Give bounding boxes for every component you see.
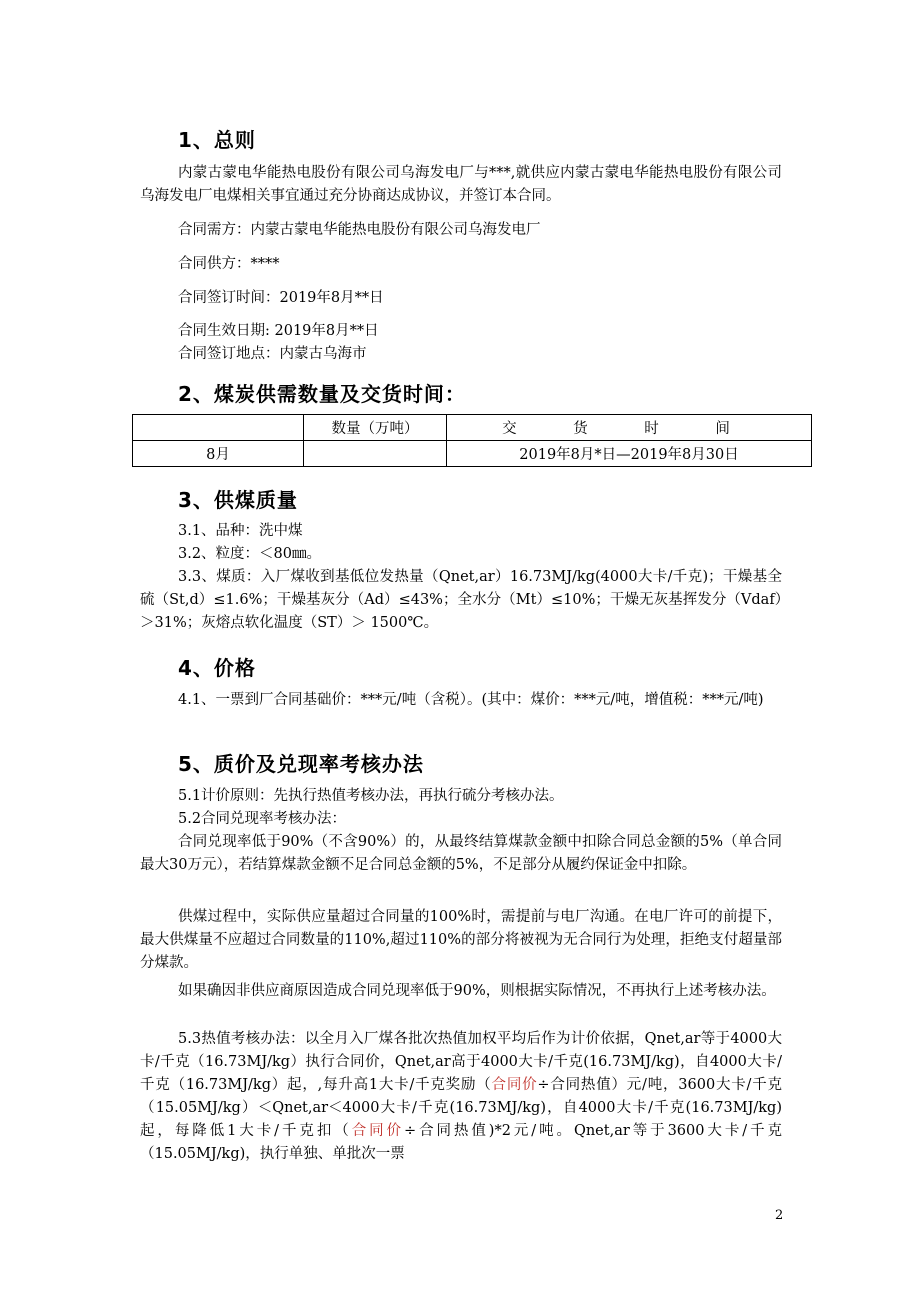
s5-heat-value-paragraph <box>140 1028 782 1166</box>
effective-date-line: 合同生效日期: 2019年8月**日 <box>178 323 379 339</box>
s3-item-3: 3.3、煤质：入厂煤收到基低位发热量（Qnet,ar）16.73MJ/kg(4000大卡/千克)；干燥基全硫（St,d）≤1.6%；干燥基灰分（Ad）≤43%；全水分（Mt）≤10%；干燥无灰基挥发分（Vdaf）＞31%；灰熔点软化温度（ST）＞ 1500℃。 <box>140 569 782 631</box>
contract-price-highlight: 合同价 <box>491 1077 538 1093</box>
s4-item-1: 4.1、一票到厂合同基础价：***元/吨（含税）。(其中：煤价：***元/吨，增值税：***元/吨) <box>178 692 764 708</box>
section-2-heading: 2、煤炭供需数量及交货时间： <box>178 382 466 406</box>
buyer-line: 合同需方：内蒙古蒙电华能热电股份有限公司乌海发电厂 <box>178 222 541 238</box>
s5-item-2: 5.2合同兑现率考核办法： <box>178 811 347 827</box>
section-4-heading: 4、价格 <box>178 656 256 680</box>
table-header-cell <box>133 415 304 441</box>
section-1-heading: 1、总则 <box>178 128 256 152</box>
table-cell: 2019年8月*日—2019年8月30日 <box>447 441 812 467</box>
table-header-cell: 数量（万吨） <box>304 415 447 441</box>
s3-item-1: 3.1、品种：洗中煤 <box>178 523 303 539</box>
s5-rate-paragraph: 合同兑现率低于90%（不含90%）的，从最终结算煤款金额中扣除合同总金额的5%（单合同最大30万元），若结算煤款金额不足合同总金额的5%，不足部分从履约保证金中扣除。 <box>140 834 782 873</box>
table-cell <box>304 441 447 467</box>
table-cell: 8月 <box>133 441 304 467</box>
heat-text-part: ÷合同热值)*2元/吨。Qnet,ar等于3600大卡/千克（15.05MJ/kg)，执行单独、单批次一票 <box>140 1123 782 1162</box>
supplier-line: 合同供方：**** <box>178 256 280 272</box>
heat-text-part: ÷合同热值）元/吨，3600大卡/千克（15.05MJ/kg）＜Qnet,ar＜4000大卡/千克(16.73MJ/kg)，自4000大卡/千克(16.73MJ/kg)起，每降低1大卡/千克扣（ <box>140 1077 783 1139</box>
section-3-heading: 3、供煤质量 <box>178 488 298 512</box>
s5-item-1: 5.1计价原则：先执行热值考核办法，再执行硫分考核办法。 <box>178 788 564 804</box>
supply-table <box>132 414 812 467</box>
s5-exemption-paragraph: 如果确因非供应商原因造成合同兑现率低于90%，则根据实际情况，不再执行上述考核办法。 <box>178 983 776 999</box>
page-number: 2 <box>775 1208 784 1223</box>
s5-oversupply-paragraph: 供煤过程中，实际供应量超过合同量的100%时，需提前与电厂沟通。在电厂许可的前提下，最大供煤量不应超过合同数量的110%,超过110%的部分将被视为无合同行为处理，拒绝支付超量部分煤款。 <box>140 909 782 971</box>
sign-date-line: 合同签订时间：2019年8月**日 <box>178 290 384 306</box>
table-row <box>133 441 812 467</box>
contract-price-highlight: 合同价 <box>351 1123 404 1139</box>
section-1-intro: 内蒙古蒙电华能热电股份有限公司乌海发电厂与***,就供应内蒙古蒙电华能热电股份有限公司乌海发电厂电煤相关事宜通过充分协商达成协议，并签订本合同。 <box>140 165 782 204</box>
sign-place-line: 合同签订地点：内蒙古乌海市 <box>178 346 367 362</box>
heat-text-part: 5.3热值考核办法：以全月入厂煤各批次热值加权平均后作为计价依据，Qnet,ar等于4000大卡/千克（16.73MJ/kg）执行合同价，Qnet,ar高于4000大卡/千克(16.73MJ/kg)，自4000大卡/千克（16.73MJ/kg）起，,每升高1大卡/千克奖励（ <box>140 1031 782 1093</box>
table-header-cell: 交 货 时 间 <box>447 415 812 441</box>
table-header-row <box>133 415 812 441</box>
s3-item-2: 3.2、粒度：＜80㎜。 <box>178 546 322 562</box>
section-5-heading: 5、质价及兑现率考核办法 <box>178 752 424 776</box>
